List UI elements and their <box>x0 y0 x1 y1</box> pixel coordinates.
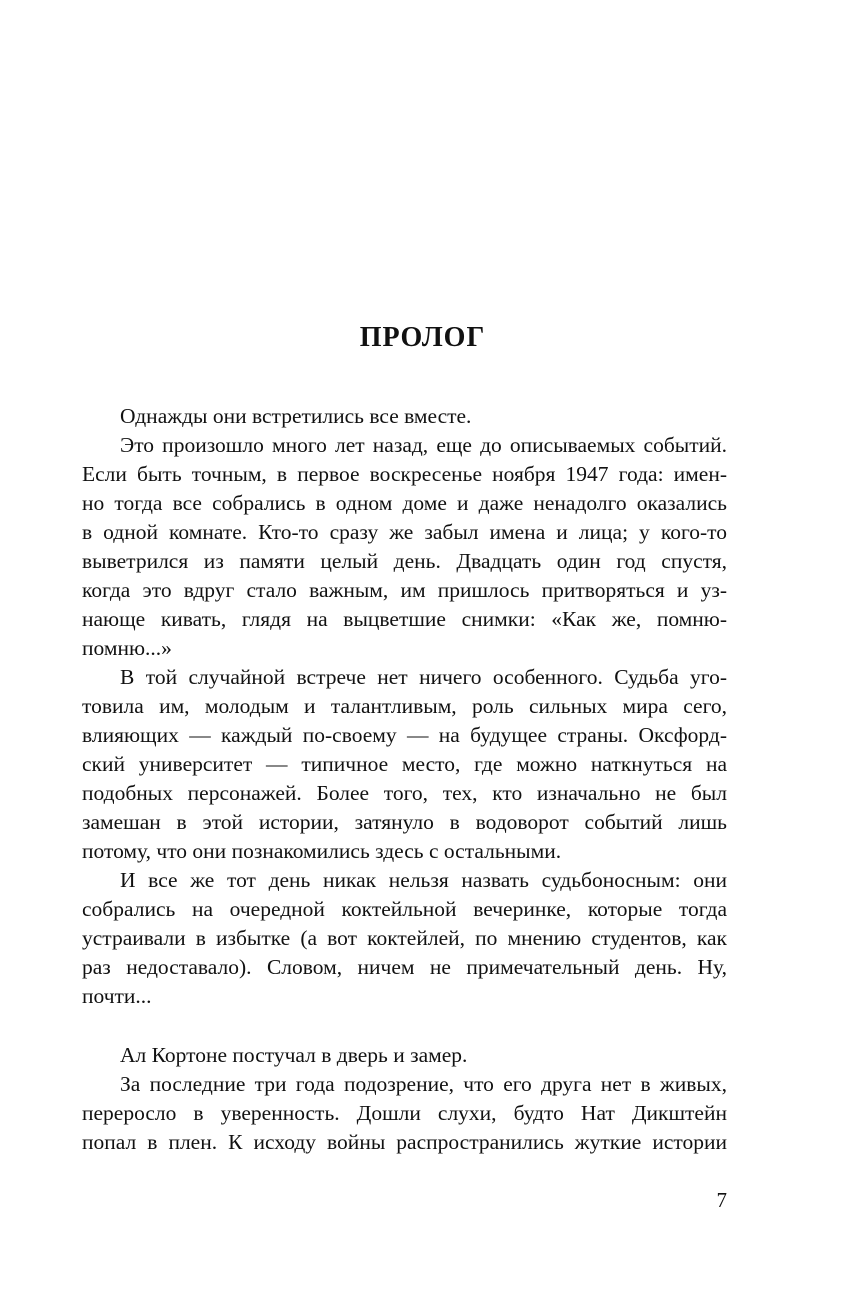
text-line: И все же тот день никак нельзя назвать судьбоносным: они <box>120 868 727 892</box>
text-line: помню...» <box>82 636 172 660</box>
text-line: нающе кивать, глядя на выцветшие снимки: «Как же, помню- <box>82 607 727 631</box>
text-line: влияющих — каждый по-своему — на будущее страны. Оксфорд- <box>82 723 727 747</box>
text-line: собрались на очередной коктейльной вечеринке, которые тогда <box>82 897 727 921</box>
text-line: потому, что они познакомились здесь с остальными. <box>82 839 562 863</box>
text-line: устраивали в избытке (а вот коктейлей, по мнению студентов, как <box>82 926 727 950</box>
text-line: в одной комнате. Кто-то сразу же забыл имена и лица; у кого-то <box>82 520 727 544</box>
text-line: раз недоставало). Словом, ничем не примечательный день. Ну, <box>82 955 727 979</box>
text-line: В той случайной встрече нет ничего особенного. Судьба уго- <box>120 665 727 689</box>
text-line: когда это вдруг стало важным, им пришлось притворяться и уз- <box>82 578 727 602</box>
text-line: почти... <box>82 984 152 1008</box>
text-line: Это произошло много лет назад, еще до описываемых событий. <box>120 433 727 457</box>
text-line: переросло в уверенность. Дошли слухи, будто Нат Дикштейн <box>82 1101 727 1125</box>
text-line: За последние три года подозрение, что его друга нет в живых, <box>120 1072 727 1096</box>
text-line: ский университет — типичное место, где можно наткнуться на <box>82 752 727 776</box>
prologue-text-section-1 <box>82 402 727 1011</box>
text-line: замешан в этой истории, затянуло в водоворот событий лишь <box>82 810 727 834</box>
text-line: выветрился из памяти целый день. Двадцать один год спустя, <box>82 549 727 573</box>
text-line: но тогда все собрались в одном доме и даже ненадолго оказались <box>82 491 727 515</box>
chapter-title: ПРОЛОГ <box>359 322 486 353</box>
text-line: Ал Кортоне постучал в дверь и замер. <box>120 1043 468 1067</box>
text-line: товила им, молодым и талантливым, роль сильных мира сего, <box>82 694 727 718</box>
prologue-text-section-2 <box>82 1041 727 1157</box>
text-line: подобных персонажей. Более того, тех, кто изначально не был <box>82 781 727 805</box>
text-line: попал в плен. К исходу войны распространились жуткие истории <box>82 1130 727 1154</box>
text-line: Если быть точным, в первое воскресенье ноября 1947 года: имен- <box>82 462 727 486</box>
page-number: 7 <box>716 1188 727 1212</box>
text-line: Однажды они встретились все вместе. <box>120 404 472 428</box>
